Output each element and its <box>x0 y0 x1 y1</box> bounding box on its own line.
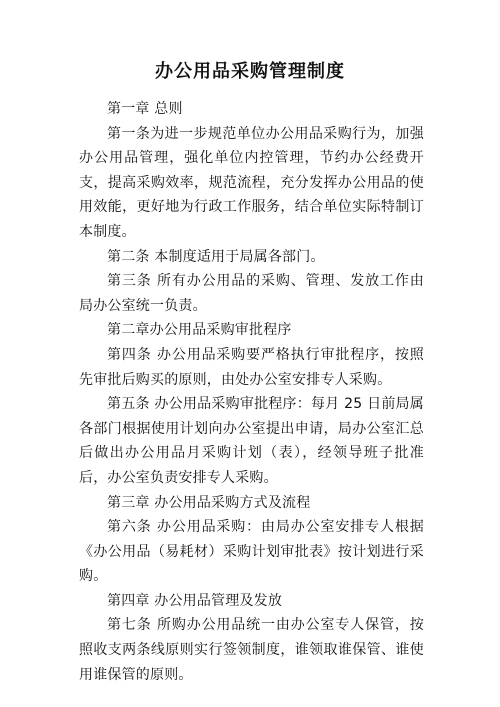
chapter-heading: 第三章 办公用品采购方式及流程 <box>107 494 311 511</box>
chapter-heading: 第二章办公用品采购审批程序 <box>107 322 292 339</box>
chapter-heading: 第一章 总则 <box>107 101 183 117</box>
document-body <box>79 97 424 687</box>
article-paragraph: 第四条 办公用品采购要严格执行审批程序，按照先审批后购买的原则，由处办公室安排专人采购。 <box>79 346 424 388</box>
article-paragraph: 第三条 所有办公用品的采购、管理、发放工作由局办公室统一负责。 <box>79 273 424 314</box>
article-paragraph: 第二条 本制度适用于局属各部门。 <box>107 248 325 265</box>
article-paragraph: 第一条为进一步规范单位办公用品采购行为，加强办公用品管理，强化单位内控管理，节约办公经费开支，提高采购效率，规范流程，充分发挥办公用品的使用效能，更好地为行政工作服务，结合单位实际特制订本制度。 <box>79 125 424 240</box>
document-title: 办公用品采购管理制度 <box>155 61 345 82</box>
article-paragraph: 第七条 所购办公用品统一由办公室专人保管，按照收支两条线原则实行签领制度，谁领取谁保管、谁使用谁保管的原则。 <box>79 617 424 683</box>
article-paragraph: 第六条 办公用品采购：由局办公室安排专人根据《办公用品（易耗材）采购计划审批表》按计划进行采购。 <box>79 519 424 585</box>
chapter-heading: 第四章 办公用品管理及发放 <box>107 592 283 609</box>
article-paragraph: 第五条 办公用品采购审批程序：每月 25 日前局属各部门根据使用计划向办公室提出申请，局办公室汇总后做出办公用品月采购计划（表），经领导班子批准后，办公室负责安排专人采购。 <box>79 396 424 486</box>
